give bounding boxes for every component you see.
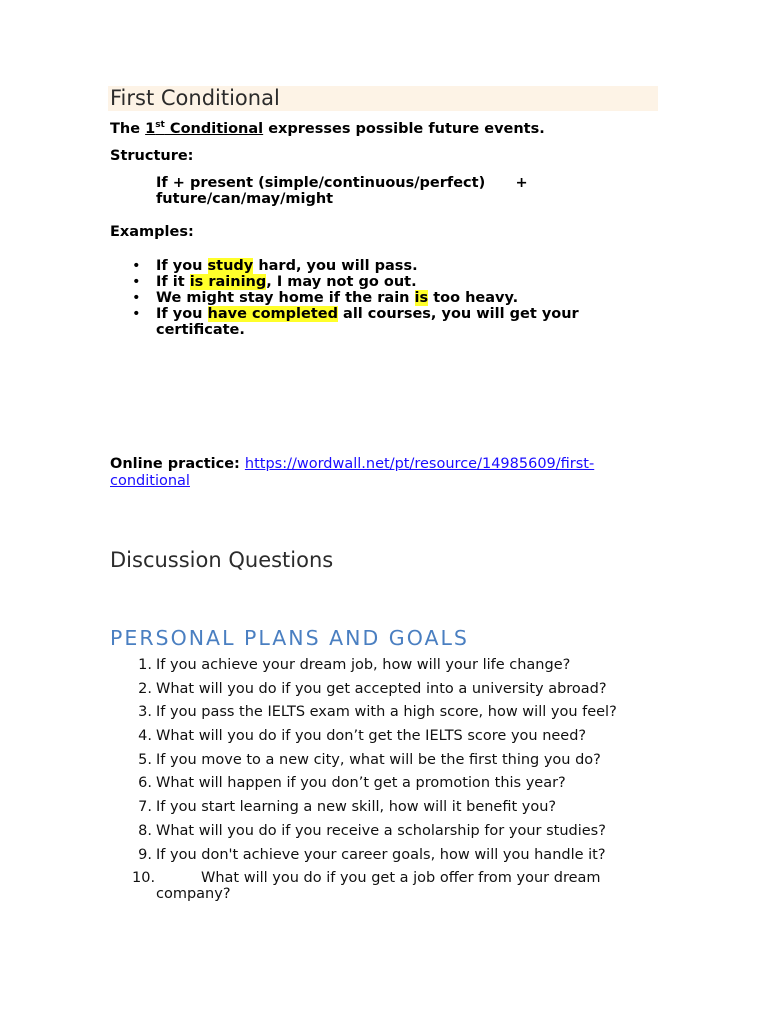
question-text: If you move to a new city, what will be the first thing you do? [156,751,601,768]
practice-link[interactable]: https://wordwall.net/pt/resource/14985609/first-conditional [110,456,595,489]
list-item [110,823,640,839]
example-item [156,258,626,274]
question-text: What will you do if you get accepted into a university abroad? [156,680,607,697]
question-text: If you start learning a new skill, how will it benefit you? [156,799,557,816]
example-item [156,274,626,290]
example-highlight: have completed [207,306,338,322]
questions-list [110,657,640,910]
intro-pre: The [110,121,146,137]
intro-term-sup: st [155,120,165,130]
intro-term-word: Conditional [164,121,264,137]
example-text: If you [156,258,208,274]
question-text: What will happen if you don’t get a promotion this year? [156,775,566,792]
question-text: If you achieve your dream job, how will your life change? [156,657,571,673]
list-item [110,775,640,791]
list-item [110,704,640,720]
list-number: 8. [138,822,152,839]
example-text: If it [156,274,190,290]
question-text: If you don't achieve your career goals, how will you handle it? [156,846,606,863]
list-item [110,847,640,863]
list-item [110,728,640,744]
example-highlight: is [414,290,429,306]
example-text: all courses, you will get your certificate. [156,306,579,338]
intro-term [145,121,263,137]
list-item [110,752,640,768]
list-number: 10. [132,870,156,887]
intro-sentence [110,121,545,137]
list-item [110,870,640,902]
example-item [156,290,626,306]
question-text: What will you do if you receive a scholarship for your studies? [156,822,606,839]
structure-label: Structure: [110,148,194,164]
intro-term-num: 1 [145,121,156,137]
list-number: 7. [138,799,152,816]
online-practice [110,456,630,490]
question-text: What will you do if you don’t get the IELTS score you need? [156,728,587,745]
example-text: hard, you will pass. [253,258,418,274]
list-number: 1. [138,657,152,673]
example-text: If you [156,306,208,322]
discussion-heading: Discussion Questions [110,548,334,572]
example-highlight: study [207,258,254,274]
examples-label: Examples: [110,224,194,240]
question-text: What will you do if you get a job offer from your dream company? [156,870,601,903]
practice-label: Online practice: [110,456,245,472]
list-number: 3. [138,704,152,721]
example-item [156,306,626,338]
list-item [110,657,640,673]
example-text: too heavy. [428,290,519,306]
page-title: First Conditional [110,86,280,110]
intro-post: expresses possible future events. [263,121,545,137]
list-number: 9. [138,846,152,863]
list-number: 6. [138,775,152,792]
example-text: We might stay home if the rain [156,290,415,306]
list-number: 4. [138,728,152,745]
list-number: 5. [138,751,152,768]
list-item [110,681,640,697]
examples-list [156,258,626,338]
section-heading: PERSONAL PLANS AND GOALS [110,626,469,650]
list-number: 2. [138,680,152,697]
example-text: , I may not go out. [266,274,417,290]
structure-formula: If + present (simple/continuous/perfect) + future/can/may/might [156,175,533,207]
question-text: If you pass the IELTS exam with a high score, how will you feel? [156,704,617,721]
list-item [110,799,640,815]
example-highlight: is raining [189,274,267,290]
